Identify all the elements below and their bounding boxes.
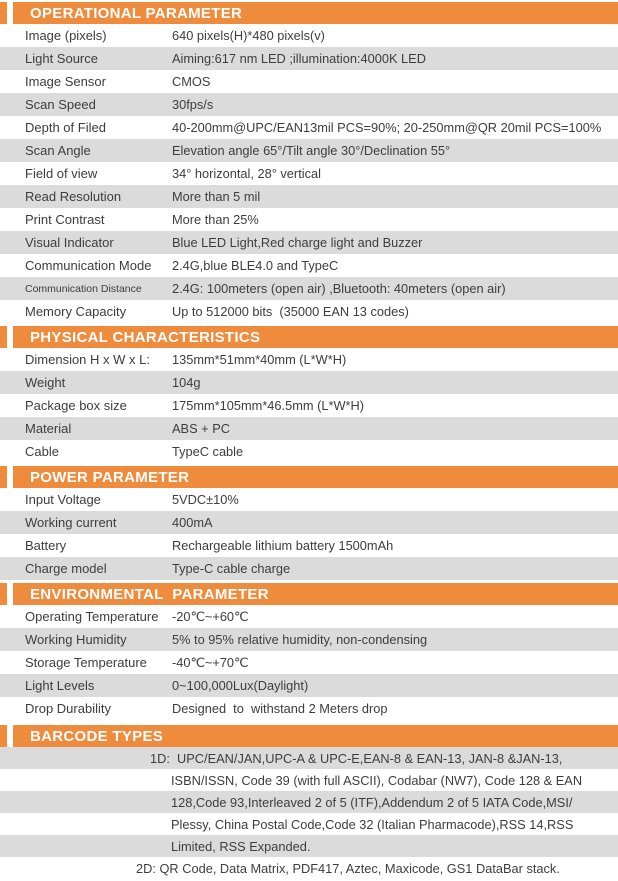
spec-value: More than 5 mil <box>172 189 261 204</box>
spec-value: 40-200mm@UPC/EAN13mil PCS=90%; 20-250mm@QR 20mil PCS=100% <box>172 120 602 135</box>
spec-value: -40℃~+70℃ <box>172 654 249 670</box>
spec-value: 30fps/s <box>172 97 214 112</box>
spec-row <box>0 231 618 254</box>
section-header <box>0 583 618 605</box>
spec-row <box>0 417 618 440</box>
spec-label: Light Levels <box>25 678 95 693</box>
spec-row <box>0 93 618 116</box>
barcode-types-line: ISBN/ISSN, Code 39 (with full ASCII), Codabar (NW7), Code 128 & EAN <box>171 772 583 788</box>
header-accent-tab <box>0 326 7 348</box>
section-power-parameter <box>0 466 618 580</box>
spec-value: 104g <box>172 375 201 390</box>
spec-label: Storage Temperature <box>25 655 147 670</box>
header-bar <box>13 326 618 348</box>
spec-value: More than 25% <box>172 212 259 227</box>
spec-label: Print Contrast <box>25 212 105 227</box>
spec-label: Communication Mode <box>25 258 152 273</box>
spec-label: Cable <box>25 444 59 459</box>
spec-label: Image Sensor <box>25 74 106 89</box>
section-operational-parameter <box>0 2 618 323</box>
spec-row <box>0 254 618 277</box>
spec-row <box>0 116 618 139</box>
section-title: OPERATIONAL PARAMETER <box>30 4 243 22</box>
spec-value: 2.4G: 100meters (open air) ,Bluetooth: 40meters (open air) <box>172 281 506 296</box>
spec-value: 0~100,000Lux(Daylight) <box>172 678 309 693</box>
spec-row <box>0 139 618 162</box>
spec-label: Visual Indicator <box>25 235 114 250</box>
spec-row <box>0 24 618 47</box>
section-title: PHYSICAL CHARACTERISTICS <box>30 328 261 346</box>
spec-label: Read Resolution <box>25 189 122 204</box>
spec-value: Type-C cable charge <box>172 561 291 576</box>
barcode-types-line: Plessy, China Postal Code,Code 32 (Italian Pharmacode),RSS 14,RSS <box>171 816 574 832</box>
section-barcode-types <box>0 725 618 879</box>
spec-row <box>0 511 618 534</box>
section-title: POWER PARAMETER <box>30 468 190 486</box>
spec-label: Operating Temperature <box>25 609 159 624</box>
spec-label: Light Source <box>25 51 98 66</box>
header-accent-tab <box>0 466 7 488</box>
spec-label: Package box size <box>25 398 127 413</box>
spec-value: 175mm*105mm*46.5mm (L*W*H) <box>172 398 365 413</box>
spec-label: Working current <box>25 515 117 530</box>
barcode-types-line: 1D: UPC/EAN/JAN,UPC-A & UPC-E,EAN-8 & EAN-13, JAN-8 &JAN-13, <box>0 747 618 769</box>
barcode-types-line: 128,Code 93,Interleaved 2 of 5 (ITF),Addendum 2 of 5 IATA Code,MSI/ <box>0 791 618 813</box>
spec-value: Designed to withstand 2 Meters drop <box>172 701 388 716</box>
spec-label: Dimension H x W x L: <box>25 352 150 367</box>
section-header <box>0 725 618 747</box>
spec-value: 2.4G,blue BLE4.0 and TypeC <box>172 258 339 273</box>
spec-row <box>0 162 618 185</box>
spec-label: Material <box>25 421 72 436</box>
section-title: BARCODE TYPES <box>30 727 164 745</box>
section-physical-characteristics <box>0 326 618 463</box>
spec-label: Depth of Filed <box>25 120 106 135</box>
spec-row <box>0 697 618 720</box>
barcode-types-line: Limited, RSS Expanded. <box>0 835 618 857</box>
spec-value: Blue LED Light,Red charge light and Buzzer <box>172 235 423 250</box>
spec-row <box>0 70 618 93</box>
header-accent-tab <box>0 2 7 24</box>
spec-value: 34° horizontal, 28° vertical <box>172 166 321 181</box>
spec-row <box>0 300 618 323</box>
spec-row <box>0 47 618 70</box>
spec-value: CMOS <box>172 74 211 89</box>
spec-value: 135mm*51mm*40mm (L*W*H) <box>172 352 347 367</box>
header-bar <box>13 725 618 747</box>
section-header <box>0 466 618 488</box>
section-header <box>0 2 618 24</box>
spec-row <box>0 208 618 231</box>
spec-label: Field of view <box>25 166 98 181</box>
spec-row <box>0 674 618 697</box>
spec-row <box>0 534 618 557</box>
header-bar <box>13 466 618 488</box>
spec-value: TypeC cable <box>172 444 244 459</box>
spec-row <box>0 394 618 417</box>
spec-label: Scan Angle <box>25 143 91 158</box>
spec-value: Aiming:617 nm LED ;illumination:4000K LED <box>172 51 426 66</box>
spec-label: Charge model <box>25 561 107 576</box>
spec-row <box>0 440 618 463</box>
section-title: ENVIRONMENTAL PARAMETER <box>30 585 269 603</box>
spec-row <box>0 348 618 371</box>
spec-value: Rechargeable lithium battery 1500mAh <box>172 538 394 553</box>
section-environmental-parameter <box>0 583 618 720</box>
spec-row <box>0 605 618 628</box>
spec-value: 5% to 95% relative humidity, non-condensing <box>172 632 428 647</box>
spec-label: Communication Distance <box>25 282 142 295</box>
header-accent-tab <box>0 725 7 747</box>
spec-label: Drop Durability <box>25 701 111 716</box>
spec-value: 640 pixels(H)*480 pixels(v) <box>172 28 325 43</box>
spec-row <box>0 628 618 651</box>
header-bar <box>13 2 618 24</box>
spec-value: 5VDC±10% <box>172 492 239 507</box>
spec-value: Up to 512000 bits (35000 EAN 13 codes) <box>172 304 409 319</box>
spec-label: Image (pixels) <box>25 28 107 43</box>
header-bar <box>13 583 618 605</box>
spec-label: Scan Speed <box>25 97 96 112</box>
spec-row <box>0 371 618 394</box>
header-accent-tab <box>0 583 7 605</box>
section-header <box>0 326 618 348</box>
spec-label: Weight <box>25 375 66 390</box>
spec-label: Input Voltage <box>25 492 101 507</box>
spec-row <box>0 277 618 300</box>
spec-value: 400mA <box>172 515 213 530</box>
spec-label: Memory Capacity <box>25 304 127 319</box>
spec-row <box>0 557 618 580</box>
spec-value: -20℃~+60℃ <box>172 608 249 624</box>
spec-value: ABS + PC <box>172 421 230 436</box>
spec-value: Elevation angle 65°/Tilt angle 30°/Declination 55° <box>172 143 451 158</box>
spec-label: Battery <box>25 538 67 553</box>
spec-row <box>0 185 618 208</box>
spec-row <box>0 651 618 674</box>
spec-label: Working Humidity <box>25 632 127 647</box>
spec-row <box>0 488 618 511</box>
barcode-types-line: 2D: QR Code, Data Matrix, PDF417, Aztec, Maxicode, GS1 DataBar stack. <box>136 860 560 876</box>
